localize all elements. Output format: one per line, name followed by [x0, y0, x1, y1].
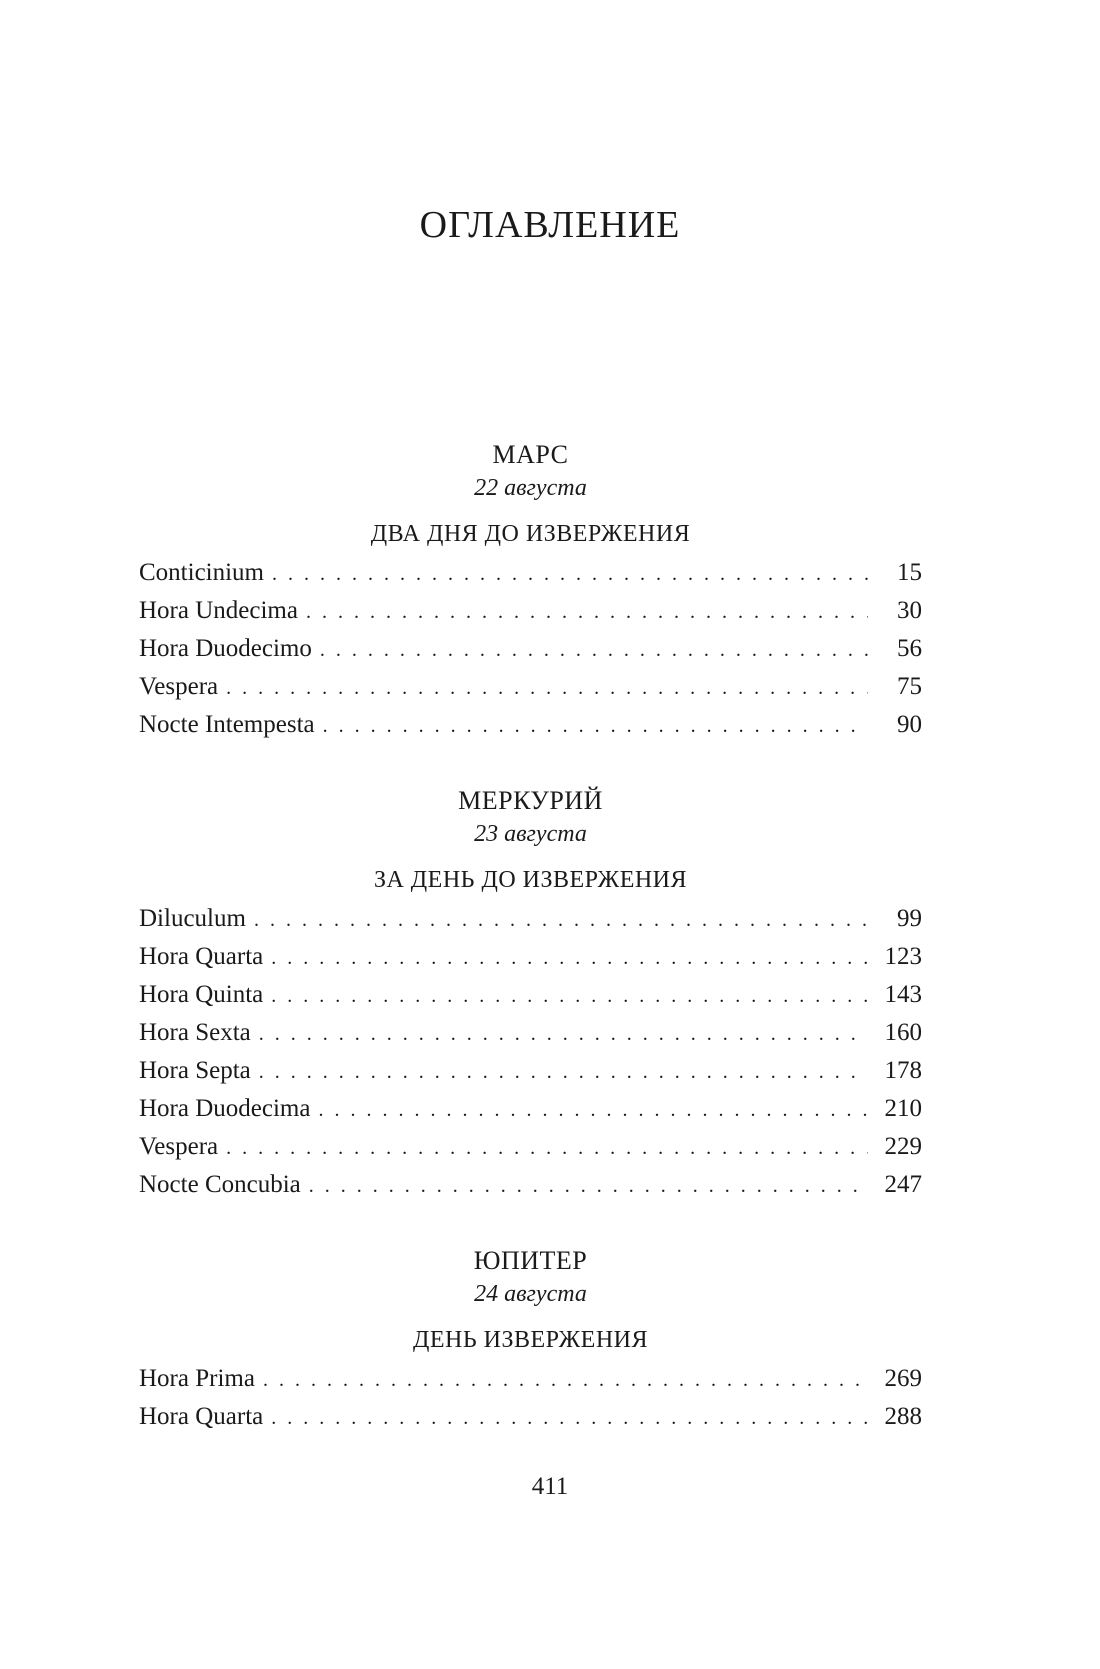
toc-entry[interactable]	[139, 1166, 922, 1204]
dot-leader	[323, 707, 868, 745]
entry-page-number: 247	[884, 1171, 922, 1198]
entry-title: Conticinium	[139, 559, 264, 586]
entry-page-number: 210	[884, 1095, 922, 1122]
entry-title: Hora Septa	[139, 1057, 251, 1084]
dot-leader	[320, 631, 868, 669]
entry-page-number: 90	[897, 711, 922, 738]
dot-leader	[254, 901, 868, 939]
toc-entry[interactable]	[139, 1052, 922, 1090]
part-name: МАРС	[492, 440, 569, 469]
dot-leader	[271, 977, 868, 1015]
dot-leader	[272, 555, 868, 593]
entry-page-number: 99	[897, 905, 922, 932]
entry-title: Hora Duodecimo	[139, 635, 312, 662]
toc-entry[interactable]	[139, 1360, 922, 1398]
entry-page-number: 229	[884, 1133, 922, 1160]
dot-leader	[306, 593, 868, 631]
toc-entry[interactable]	[139, 668, 922, 706]
part-header	[139, 784, 922, 850]
part-date: 23 августа	[474, 821, 587, 847]
part-jupiter	[139, 1244, 922, 1436]
part-date: 24 августа	[474, 1281, 587, 1307]
entry-page-number: 56	[897, 635, 922, 662]
entry-title: Vespera	[139, 673, 219, 700]
part-name: МЕРКУРИЙ	[458, 786, 603, 815]
dot-leader	[226, 1129, 868, 1167]
dot-leader	[259, 1053, 868, 1091]
dot-leader	[318, 1091, 868, 1129]
part-name: ЮПИТЕР	[473, 1246, 588, 1275]
entry-title: Hora Prima	[139, 1365, 255, 1392]
section-heading: ЗА ДЕНЬ ДО ИЗВЕРЖЕНИЯ	[373, 867, 688, 893]
entry-title: Hora Quarta	[139, 1403, 264, 1430]
entry-title: Diluculum	[139, 905, 246, 932]
page-number: 411	[531, 1473, 569, 1500]
toc-entry[interactable]	[139, 554, 922, 592]
entry-page-number: 178	[884, 1057, 922, 1084]
dot-leader	[226, 669, 868, 707]
toc-entry[interactable]	[139, 592, 922, 630]
entry-page-number: 15	[897, 559, 922, 586]
part-mars	[139, 438, 922, 744]
entry-page-number: 288	[884, 1403, 922, 1430]
toc-entry[interactable]	[139, 938, 922, 976]
entry-title: Hora Duodecima	[139, 1095, 311, 1122]
table-of-contents	[139, 438, 922, 1476]
dot-leader	[309, 1167, 868, 1205]
toc-entry[interactable]	[139, 1128, 922, 1166]
dot-leader	[259, 1015, 868, 1053]
dot-leader	[263, 1361, 868, 1399]
entry-title: Hora Sexta	[139, 1019, 251, 1046]
toc-entry[interactable]	[139, 1014, 922, 1052]
entry-page-number: 160	[884, 1019, 922, 1046]
entry-title: Hora Undecima	[139, 597, 298, 624]
entry-title: Nocte Intempesta	[139, 711, 315, 738]
entry-page-number: 143	[884, 981, 922, 1008]
part-mercury	[139, 784, 922, 1204]
part-header	[139, 438, 922, 504]
dot-leader	[271, 939, 868, 977]
entry-page-number: 269	[884, 1365, 922, 1392]
part-date: 22 августа	[474, 475, 587, 501]
entry-page-number: 30	[897, 597, 922, 624]
page-title: ОГЛАВЛЕНИЕ	[419, 204, 681, 246]
toc-entry[interactable]	[139, 1398, 922, 1436]
toc-entry[interactable]	[139, 630, 922, 668]
entry-page-number: 75	[897, 673, 922, 700]
entry-page-number: 123	[884, 943, 922, 970]
section-heading: ДЕНЬ ИЗВЕРЖЕНИЯ	[412, 1327, 648, 1353]
toc-entry[interactable]	[139, 900, 922, 938]
entry-title: Hora Quinta	[139, 981, 264, 1008]
toc-entry[interactable]	[139, 976, 922, 1014]
part-header	[139, 1244, 922, 1310]
entry-title: Nocte Concubia	[139, 1171, 301, 1198]
toc-entry[interactable]	[139, 1090, 922, 1128]
section-heading: ДВА ДНЯ ДО ИЗВЕРЖЕНИЯ	[370, 521, 691, 547]
entry-title: Vespera	[139, 1133, 219, 1160]
dot-leader	[271, 1399, 868, 1437]
entry-title: Hora Quarta	[139, 943, 264, 970]
toc-entry[interactable]	[139, 706, 922, 744]
